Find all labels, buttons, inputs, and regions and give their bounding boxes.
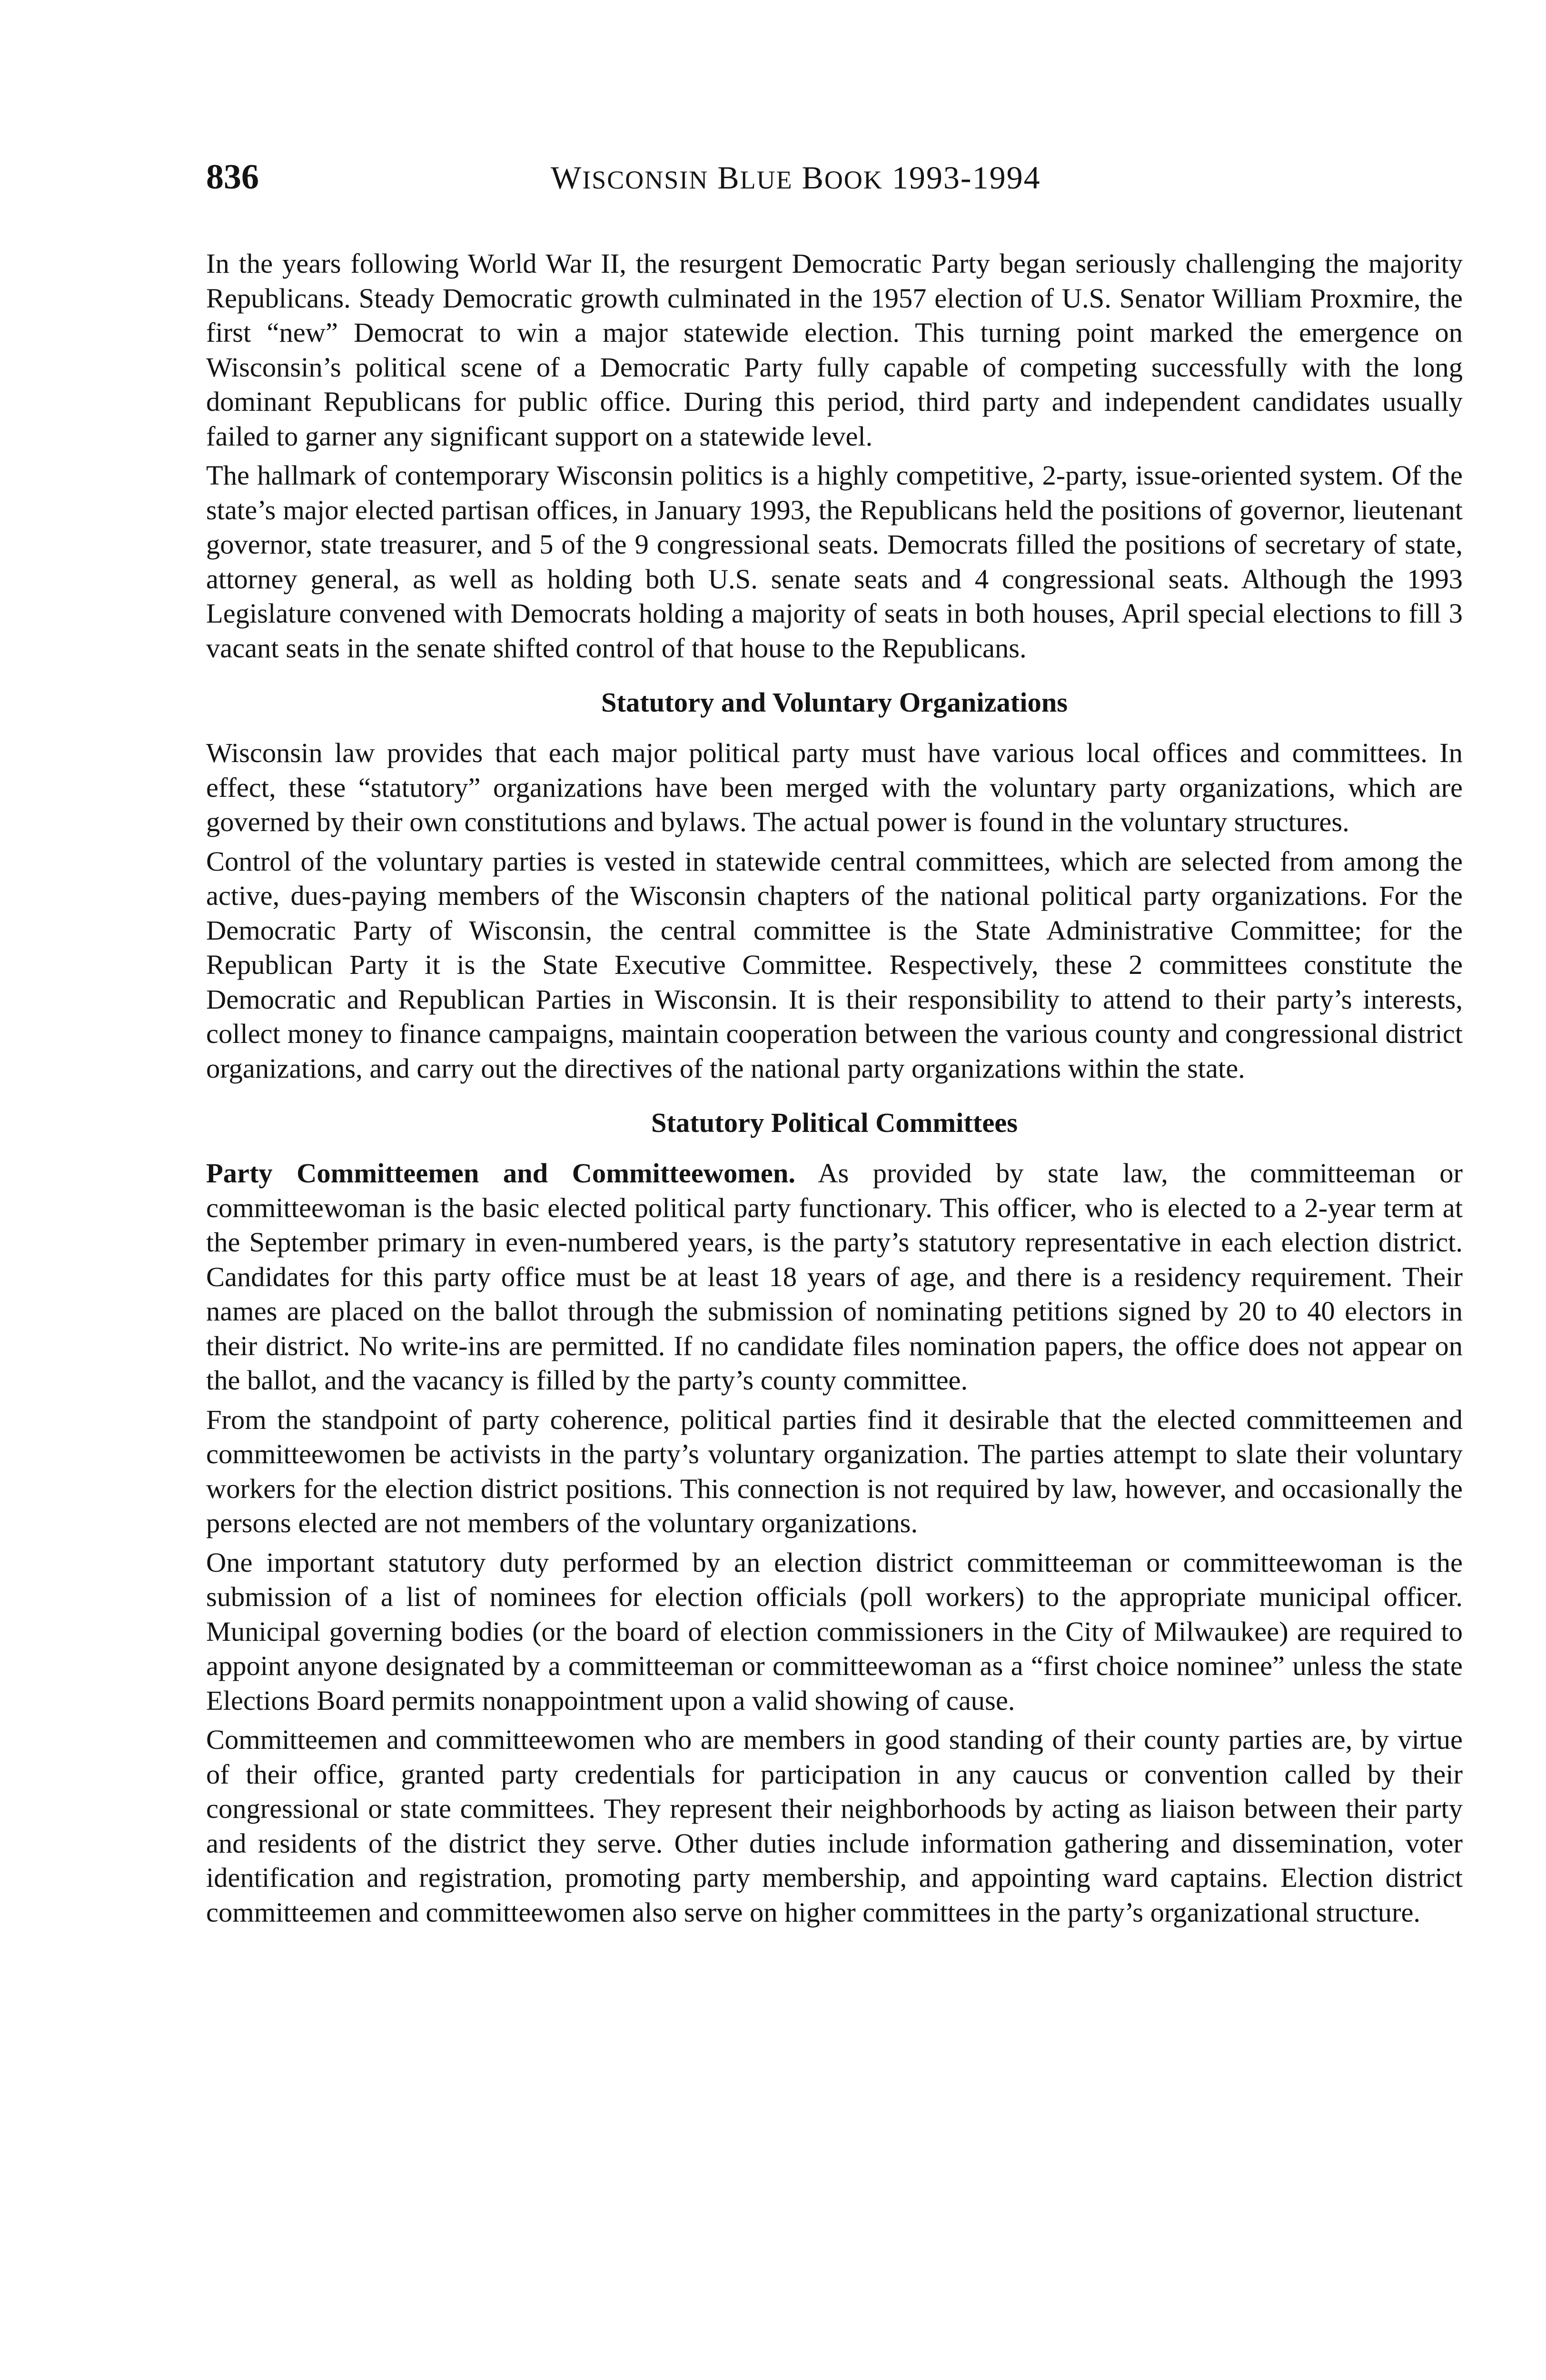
paragraph: Party Committeemen and Committeewomen. As provided by state law, the committeeman or committeewoman is the basic elected political party functionary. This officer, who is elected to a 2-year term at the September primary in even-numbered years, is the party’s statutory representative in each election district. Candidates for this party office must be at least 18 years of age, and there is a residency requirement. Their names are placed on the ballot through the submission of nominating petitions signed by 20 to 40 electors in their district. No write-ins are permitted. If no candidate files nomination papers, the office does not appear on the ballot, and the vacancy is filled by the party’s county committee. [206, 1158, 1463, 1396]
running-title: WISCONSIN BLUE BOOK 1993-1994 [551, 159, 1041, 196]
paragraph: Committeemen and committeewomen who are members in good standing of their county parties are, by virtue of their office, granted party credentials for participation in any caucus or convention called by their congressional or state committees. They represent their neighborhoods by acting as liaison between their party and residents of the district they serve. Other duties include information gathering and dissemination, voter identification and registration, promoting party membership, and appointing ward captains. Election district committeemen and committeewomen also serve on higher committees in the party’s organizational structure. [206, 1724, 1463, 1928]
page-number: 836 [206, 158, 259, 197]
paragraph: In the years following World War II, the resurgent Democratic Party began seriously challenging the majority Republicans. Steady Democratic growth culminated in the 1957 election of U.S. Senator William Proxmire, the first “new” Democrat to win a major statewide election. This turning point marked the emergence on Wisconsin’s political scene of a Democratic Party fully capable of competing successfully with the long dominant Republicans for public office. During this period, third party and independent candidates usually failed to garner any significant support on a statewide level. [206, 248, 1463, 452]
paragraph: One important statutory duty performed by an election district committeeman or committeewoman is the submission of a list of nominees for election officials (poll workers) to the appropriate municipal officer. Municipal governing bodies (or the board of election commissioners in the City of Milwaukee) are required to appoint anyone designated by a committeeman or committeewoman as a “first choice nominee” unless the state Elections Board permits nonappointment upon a valid showing of cause. [206, 1547, 1463, 1716]
run-in-heading: Party Committeemen and Committeewomen. [206, 1158, 796, 1189]
paragraph: Wisconsin law provides that each major political party must have various local offices and committees. In effect, these “statutory” organizations have been merged with the voluntary party organizations, which are governed by their own constitutions and bylaws. The actual power is found in the voluntary structures. [206, 737, 1463, 837]
document-page [206, 157, 1463, 1934]
paragraph: The hallmark of contemporary Wisconsin politics is a highly competitive, 2-party, issue-oriented system. Of the state’s major elected partisan offices, in January 1993, the Republicans held the positions of governor, lieutenant governor, state treasurer, and 5 of the 9 congressional seats. Democrats filled the positions of secretary of state, attorney general, as well as holding both U.S. senate seats and 4 congressional seats. Although the 1993 Legislature convened with Democrats holding a majority of seats in both houses, April special elections to fill 3 vacant seats in the senate shifted control of that house to the Republicans. [206, 460, 1463, 664]
body-text [206, 247, 1463, 1930]
section-heading: Statutory and Voluntary Organizations [601, 687, 1068, 718]
running-header [206, 157, 1463, 209]
section-heading: Statutory Political Committees [651, 1107, 1018, 1138]
paragraph: Control of the voluntary parties is vested in statewide central committees, which are selected from among the active, dues-paying members of the Wisconsin chapters of the national political party organizations. For the Democratic Party of Wisconsin, the central committee is the State Administrative Committee; for the Republican Party it is the State Executive Committee. Respectively, these 2 committees constitute the Democratic and Republican Parties in Wisconsin. It is their responsibility to attend to their party’s interests, collect money to finance campaigns, maintain cooperation between the various county and congressional district organizations, and carry out the directives of the national party organizations within the state. [206, 845, 1463, 1084]
paragraph: From the standpoint of party coherence, political parties find it desirable that the elected committeemen and committeewomen be activists in the party’s voluntary organization. The parties attempt to slate their voluntary workers for the election district positions. This connection is not required by law, however, and occasionally the persons elected are not members of the voluntary organizations. [206, 1404, 1463, 1538]
